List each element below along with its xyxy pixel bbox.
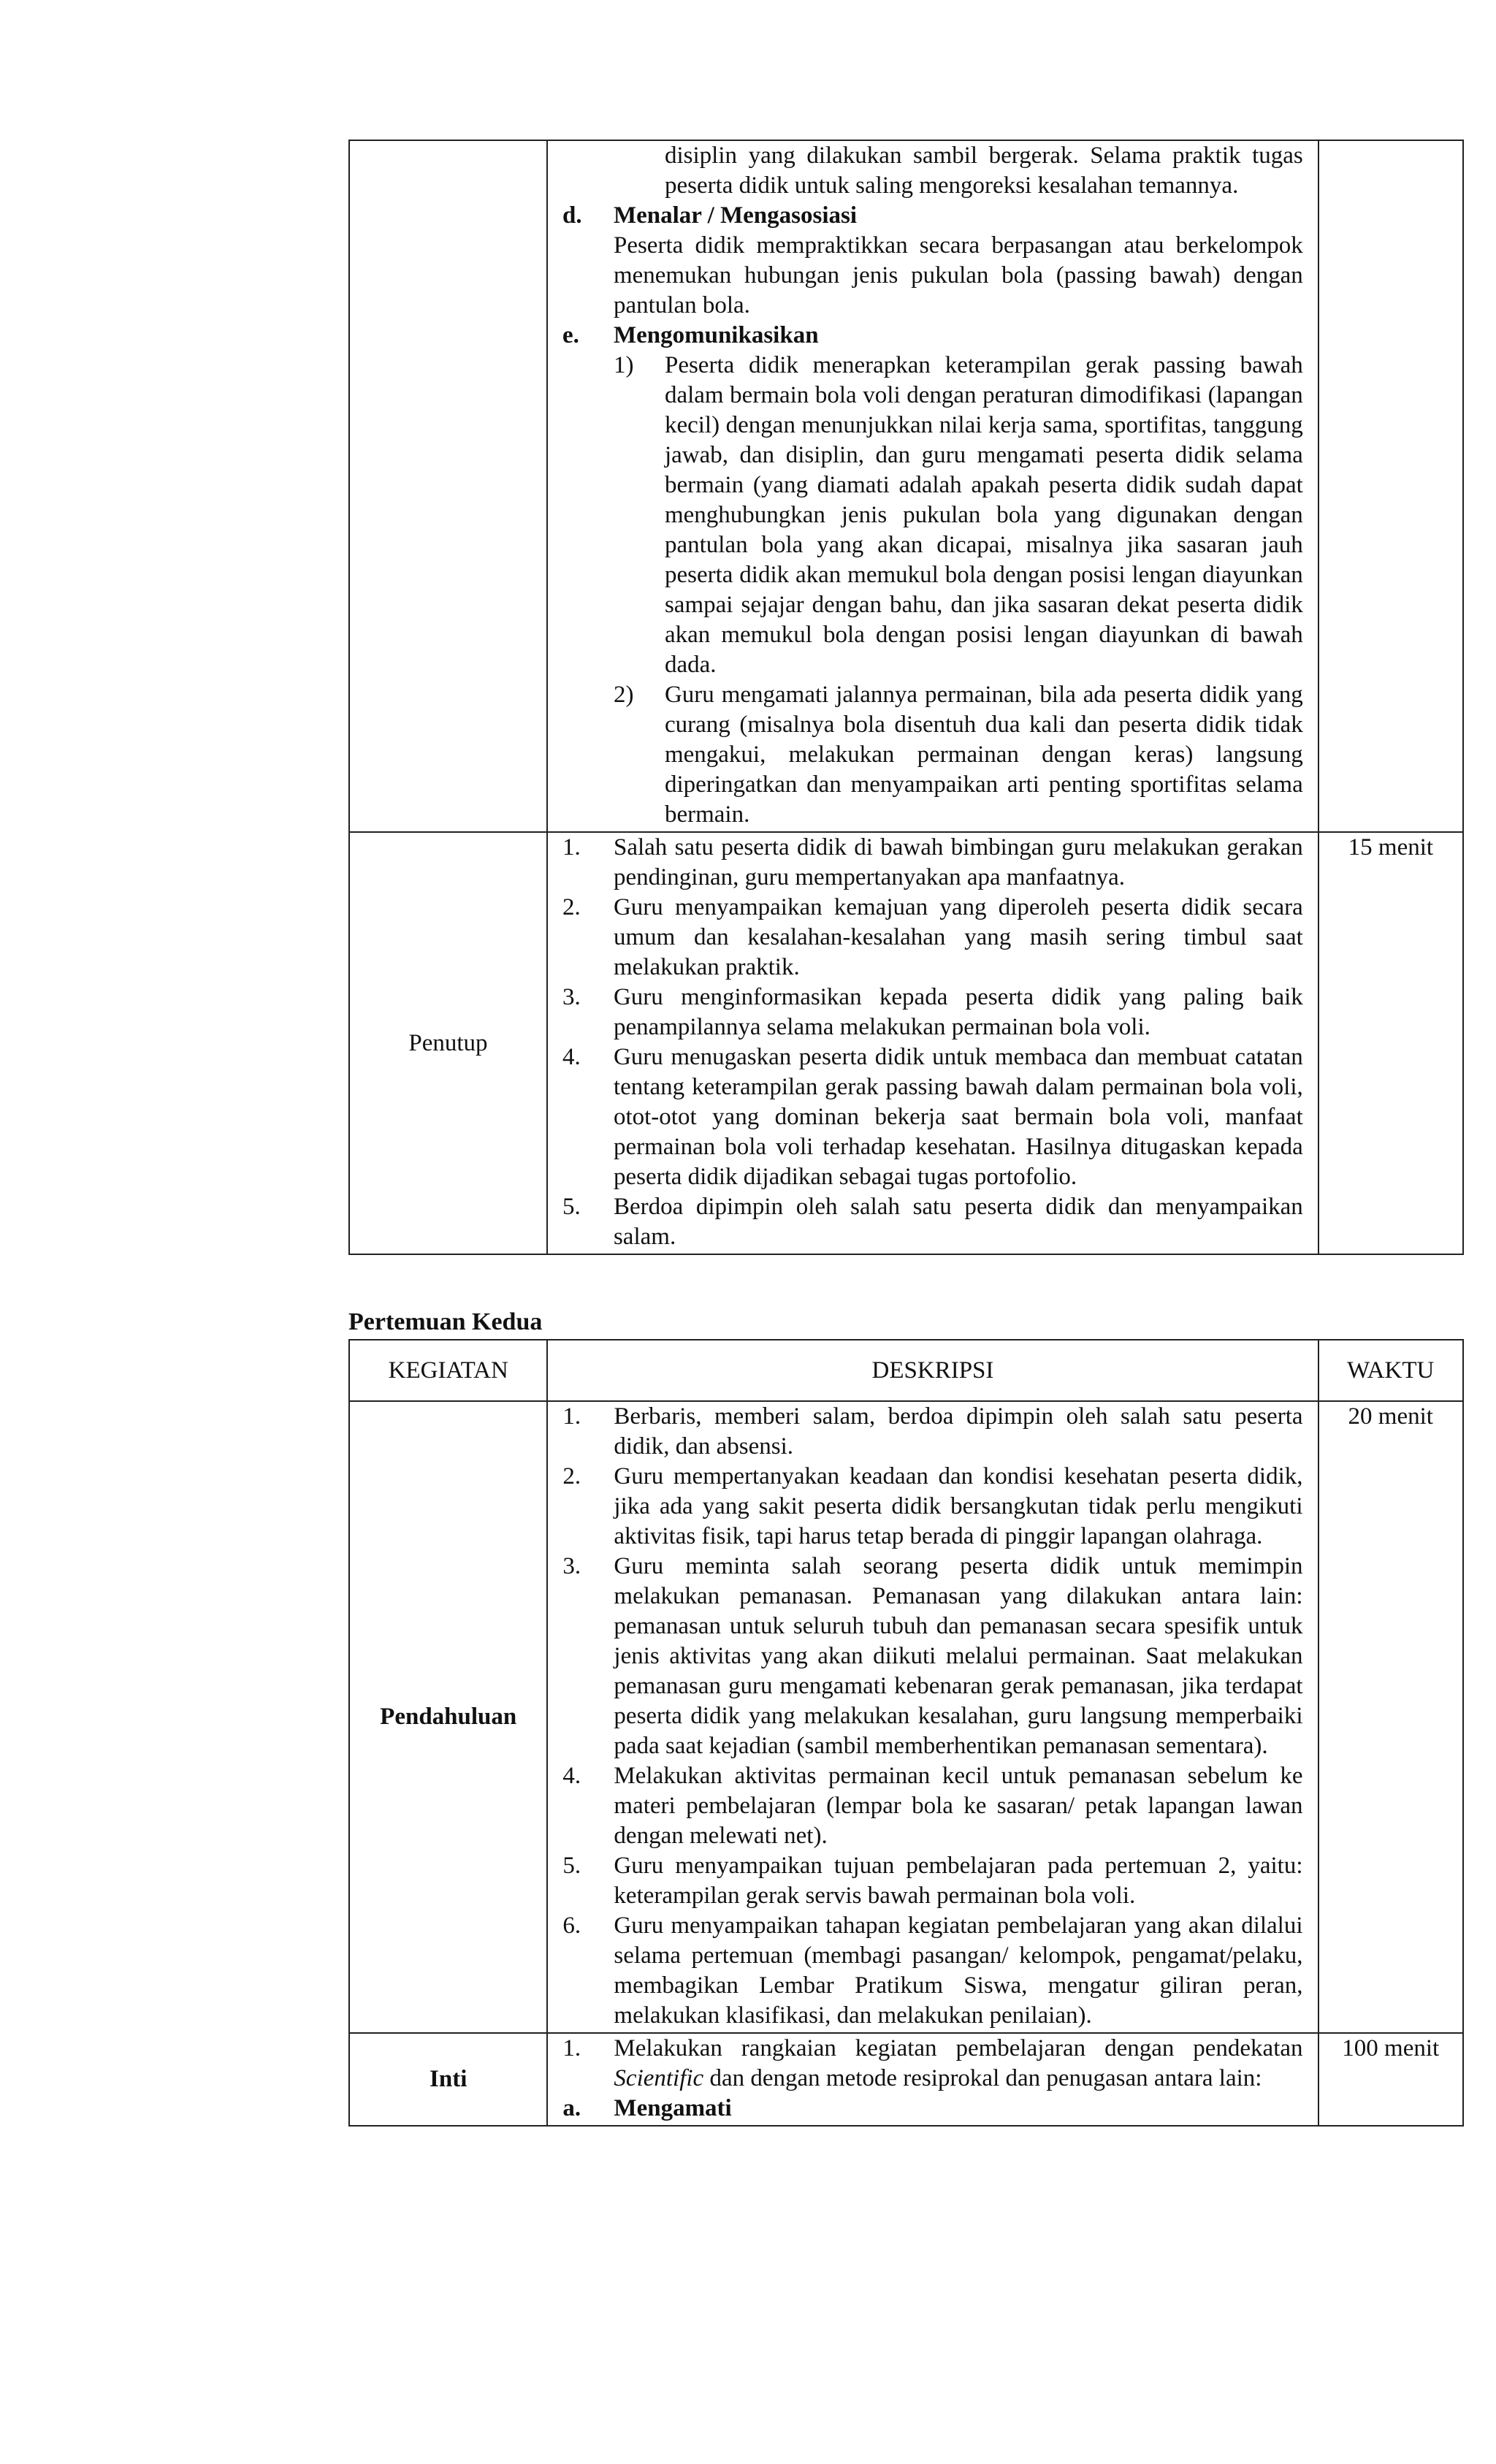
list-marker: 1. (562, 1403, 581, 1430)
list-marker: 1. (562, 2035, 581, 2061)
waktu-value: 15 menit (1318, 832, 1463, 1254)
waktu-value: 100 menit (1318, 2033, 1463, 2126)
waktu-cell-empty (1318, 140, 1463, 832)
list-marker: 4. (562, 1763, 581, 1789)
list-item-text: Guru mempertanyakan keadaan dan kondisi kesehatan peserta didik, jika ada yang sakit peserta didik bersangkutan tidak perlu mengikuti aktivitas fisik, tapi harus tetap berada di pinggir lapangan olahraga. (614, 1463, 1303, 1549)
list-item (562, 1402, 1302, 1462)
header-kegiatan: KEGIATAN (349, 1340, 547, 1401)
list-item (562, 1552, 1302, 1761)
list-item (562, 893, 1303, 983)
kegiatan-label: Penutup (349, 832, 547, 1254)
list-marker: 3. (562, 984, 581, 1010)
list-item-text: Berdoa dipimpin oleh salah satu peserta didik dan menyampaikan salam. (613, 1194, 1303, 1250)
list-marker: 1. (562, 834, 581, 861)
sub-heading-d (562, 201, 1303, 231)
sub-heading-title: Mengomunikasikan (613, 322, 819, 348)
list-item (562, 1851, 1302, 1911)
list-marker: 2. (562, 894, 581, 920)
sub-heading-title: Mengamati (614, 2095, 732, 2121)
list-item-text: Peserta didik menerapkan keterampilan gerak passing bawah dalam bermain bola voli dengan peraturan dimodifikasi (lapangan kecil) dengan menunjukkan nilai kerja sama, sportifitas, tanggung jawab, dan disiplin, dan guru mengamati peserta didik selama bermain (yang diamati adalah apakah peserta didik sudah dapat menghubungkan jenis pukulan bola yang digunakan dengan pantulan bola yang akan dicapai, misalnya jika sasaran jauh peserta didik akan memukul bola dengan posisi lengan diayunkan sampai sejajar dengan bahu, dan jika sasaran dekat peserta didik akan memukul bola dengan posisi lengan diayunkan di bawah dada. (664, 352, 1303, 678)
lesson-table-1 (348, 140, 1464, 1255)
list-marker: 1) (613, 352, 634, 378)
sub-heading-a (562, 2094, 1302, 2124)
list-marker: 4. (562, 1044, 581, 1070)
list-marker: a. (562, 2095, 581, 2121)
list-marker: 3. (562, 1553, 581, 1579)
list-marker: 2. (562, 1463, 581, 1490)
list-marker: 6. (562, 1912, 581, 1939)
sub-heading-e (562, 321, 1303, 351)
table-row (349, 832, 1463, 1254)
deskripsi-cell (547, 140, 1318, 832)
header-waktu: WAKTU (1318, 1340, 1463, 1401)
sub-heading-title: Menalar / Mengasosiasi (613, 202, 858, 229)
list-item (562, 2034, 1302, 2094)
list-item (562, 1462, 1302, 1552)
lesson-table-2 (348, 1339, 1464, 2127)
header-deskripsi: DESKRIPSI (547, 1340, 1318, 1401)
table-row (349, 140, 1463, 832)
list-item (614, 680, 1303, 830)
list-item-text: Guru menyampaikan kemajuan yang diperoleh peserta didik secara umum dan kesalahan-kesalahan yang masih sering timbul saat melakukan praktik. (613, 894, 1303, 980)
list-item (562, 983, 1303, 1042)
list-item (562, 833, 1303, 893)
list-item-text: Guru mengamati jalannya permainan, bila ada peserta didik yang curang (misalnya bola disentuh dua kali dan peserta didik tidak mengakui, melakukan permainan dengan keras) langsung diperingatkan dan menyampaikan arti penting sportifitas selama bermain. (664, 682, 1303, 828)
list-marker: d. (562, 202, 582, 229)
list-item-text: Salah satu peserta didik di bawah bimbingan guru melakukan gerakan pendinginan, guru mempertanyakan apa manfaatnya. (613, 834, 1303, 890)
list-item (614, 351, 1303, 680)
waktu-value: 20 menit (1318, 1401, 1463, 2033)
table-row (349, 2033, 1463, 2126)
table-header-row (349, 1340, 1463, 1401)
paragraph: Peserta didik mempraktikkan secara berpasangan atau berkelompok menemukan hubungan jenis pukulan bola (passing bawah) dengan pantulan bola. (613, 232, 1303, 319)
list-item (562, 1911, 1302, 2031)
list-item-text: Berbaris, memberi salam, berdoa dipimpin oleh salah satu peserta didik, dan absensi. (614, 1403, 1303, 1460)
section-heading: Pertemuan Kedua (348, 1308, 543, 1335)
list-item-text: Guru meminta salah seorang peserta didik untuk memimpin melakukan pemanasan. Pemanasan yang dilakukan antara lain: pemanasan untuk seluruh tubuh dan pemanasan secara spesifik untuk jenis aktivitas yang akan diikuti melalui permainan. Saat melakukan pemanasan guru mengamati kebenaran gerak pemanasan, jika terdapat peserta didik yang melakukan kesalahan, guru langsung memperbaiki pada saat kejadian (sambil memberhentikan pemanasan sementara). (614, 1553, 1303, 1759)
deskripsi-cell (547, 832, 1318, 1254)
text-part: dan dengan metode resiprokal dan penugasan antara lain: (709, 2065, 1262, 2091)
list-marker: 2) (613, 682, 634, 708)
list-item (562, 1192, 1303, 1252)
kegiatan-label: Inti (349, 2033, 547, 2126)
kegiatan-cell-empty (349, 140, 547, 832)
kegiatan-label: Pendahuluan (349, 1401, 547, 2033)
list-item (562, 1042, 1303, 1192)
list-item-text (614, 2034, 1302, 2094)
deskripsi-cell (547, 2033, 1318, 2126)
deskripsi-cell (547, 1401, 1318, 2033)
list-marker: 5. (562, 1853, 581, 1879)
italic-term: Scientific (614, 2065, 704, 2091)
list-item-text: Guru menugaskan peserta didik untuk membaca dan membuat catatan tentang keterampilan gerak passing bawah dalam permainan bola voli, otot-otot yang dominan bekerja saat bermain bola voli, manfaat permainan bola voli terhadap kesehatan. Hasilnya ditugaskan kepada peserta didik dijadikan sebagai tugas portofolio. (613, 1044, 1303, 1190)
list-marker: 5. (562, 1194, 581, 1220)
list-marker: e. (562, 322, 579, 348)
nested-list (562, 351, 1303, 830)
list-item-text: Melakukan aktivitas permainan kecil untuk pemanasan sebelum ke materi pembelajaran (lempar bola ke sasaran/ petak lapangan lawan dengan melewati net). (614, 1763, 1303, 1849)
list-item-text: Guru menyampaikan tujuan pembelajaran pada pertemuan 2, yaitu: keterampilan gerak servis bawah permainan bola voli. (614, 1853, 1303, 1909)
table-row (349, 1401, 1463, 2033)
list-item-text: Guru menyampaikan tahapan kegiatan pembelajaran yang akan dilalui selama pertemuan (membagi pasangan/ kelompok, pengamat/pelaku, membagikan Lembar Pratikum Siswa, mengatur giliran peran, melakukan klasifikasi, dan melakukan penilaian). (614, 1912, 1303, 2029)
paragraph: disiplin yang dilakukan sambil bergerak. Selama praktik tugas peserta didik untuk saling mengoreksi kesalahan temannya. (664, 142, 1303, 199)
list-item-text: Guru menginformasikan kepada peserta didik yang paling baik penampilannya selama melakukan permainan bola voli. (613, 984, 1303, 1040)
text-part: Melakukan rangkaian kegiatan pembelajaran dengan pendekatan (614, 2035, 1303, 2061)
list-item (562, 1761, 1302, 1851)
